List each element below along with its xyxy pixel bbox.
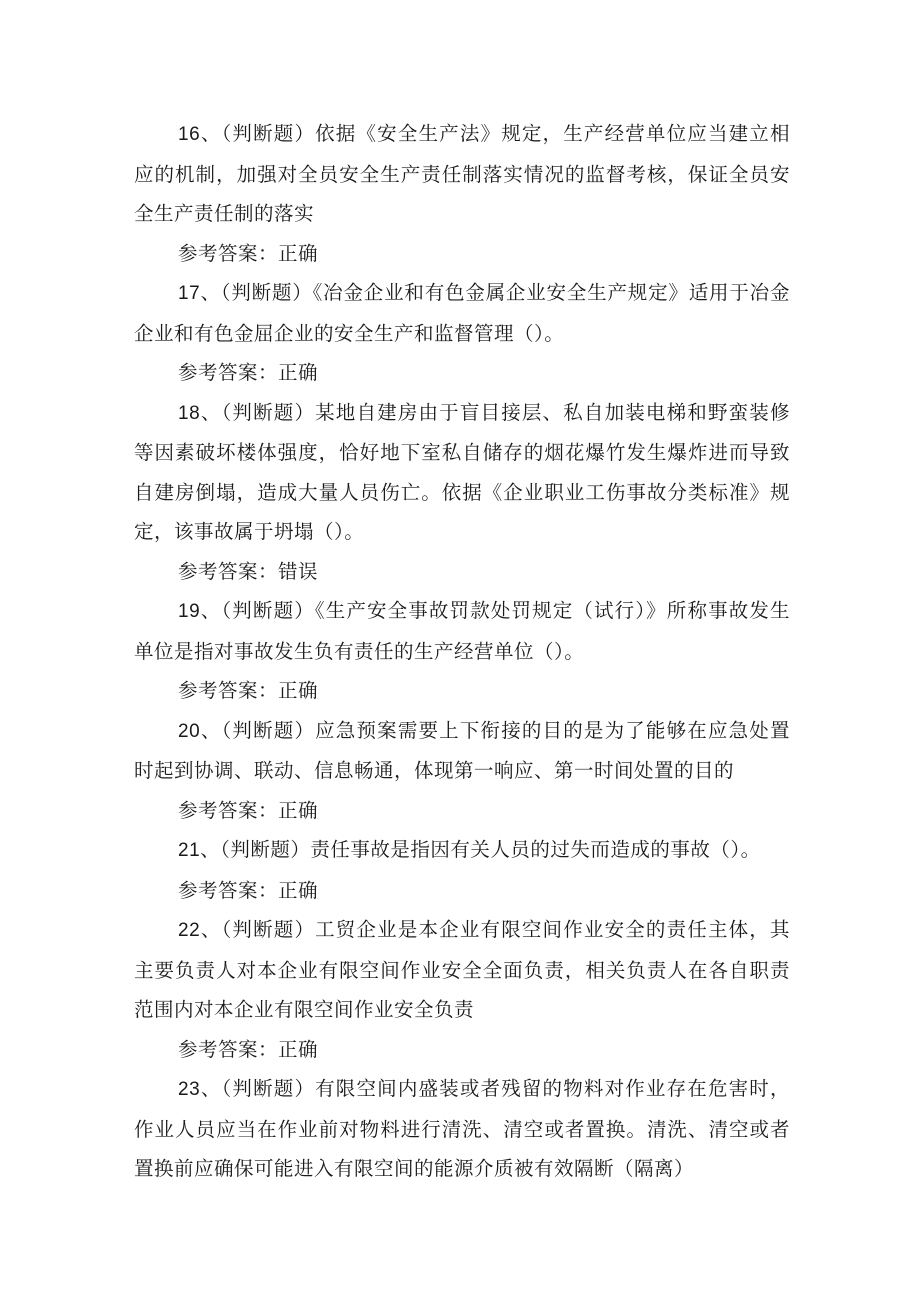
question-number: 23 [178, 1079, 201, 1100]
answer-label: 参考答案： [178, 878, 279, 902]
question-text: 、（判断题）应急预案需要上下衔接的目的是为了能够在应急处置时起到协调、联动、信息畅通，体现第一响应、第一时间处置的目的 [134, 718, 790, 782]
question-number: 20 [178, 720, 201, 742]
question-22 [134, 910, 790, 1030]
question-text: 、（判断题）有限空间内盛装或者残留的物料对作业存在危害时，作业人员应当在作业前对物料进行清洗、清空或者置换。清洗、清空或者置换前应确保可能进入有限空间的能源介质被有效隔断（隔离） [134, 1077, 790, 1180]
answer-value: 正确 [278, 241, 319, 265]
answer-label: 参考答案： [178, 361, 279, 384]
question-number: 17 [178, 283, 201, 304]
question-number: 19 [178, 601, 201, 622]
answer-21 [134, 871, 790, 911]
answer-19 [134, 671, 790, 711]
answer-20 [134, 791, 790, 831]
question-21 [134, 830, 790, 871]
question-19 [134, 591, 790, 671]
question-number: 22 [178, 920, 201, 941]
question-text: 、（判断题）责任事故是指因有关人员的过失而造成的事故（）。 [200, 838, 761, 861]
question-text: 、（判断题）《生产安全事故罚款处罚规定（试行）》所称事故发生单位是指对事故发生负有责任的生产经营单位（）。 [134, 599, 790, 663]
question-18 [134, 393, 790, 552]
question-list [134, 114, 790, 1189]
answer-label: 参考答案： [178, 1037, 279, 1061]
answer-value: 错误 [278, 559, 319, 583]
question-text: 、（判断题）某地自建房由于盲目接层、私自加装电梯和野蛮装修等因素破坏楼体强度，恰好地下室私自储存的烟花爆竹发生爆炸进而导致自建房倒塌，造成大量人员伤亡。依据《企业职业工伤事故分类标准》规定，该事故属于坍塌（）。 [134, 400, 790, 543]
question-text: 、（判断题）工贸企业是本企业有限空间作业安全的责任主体，其主要负责人对本企业有限空间作业安全全面负责，相关负责人在各自职责范围内对本企业有限空间作业安全负责 [134, 918, 790, 1021]
answer-value: 正确 [278, 679, 319, 702]
question-23 [134, 1069, 790, 1189]
question-number: 21 [178, 840, 201, 861]
answer-22 [134, 1030, 790, 1070]
answer-value: 正确 [278, 878, 319, 902]
question-20 [134, 711, 790, 791]
answer-label: 参考答案： [178, 679, 279, 702]
question-text: 、（判断题）依据《安全生产法》规定，生产经营单位应当建立相应的机制，加强对全员安全生产责任制落实情况的监督考核，保证全员安全生产责任制的落实 [134, 122, 790, 225]
answer-17 [134, 353, 790, 393]
answer-label: 参考答案： [178, 241, 279, 265]
question-16 [134, 114, 790, 234]
answer-label: 参考答案： [178, 798, 279, 822]
answer-16 [134, 234, 790, 274]
question-17 [134, 273, 790, 353]
question-text: 、（判断题）《冶金企业和有色金属企业安全生产规定》适用于冶金企业和有色金屈企业的安全生产和监督管理（）。 [134, 281, 790, 345]
answer-value: 正确 [278, 798, 319, 822]
question-number: 18 [178, 402, 201, 424]
question-number: 16 [178, 124, 201, 145]
answer-value: 正确 [278, 1037, 319, 1061]
answer-value: 正确 [278, 361, 319, 384]
answer-label: 参考答案： [178, 559, 279, 583]
answer-18 [134, 552, 790, 592]
